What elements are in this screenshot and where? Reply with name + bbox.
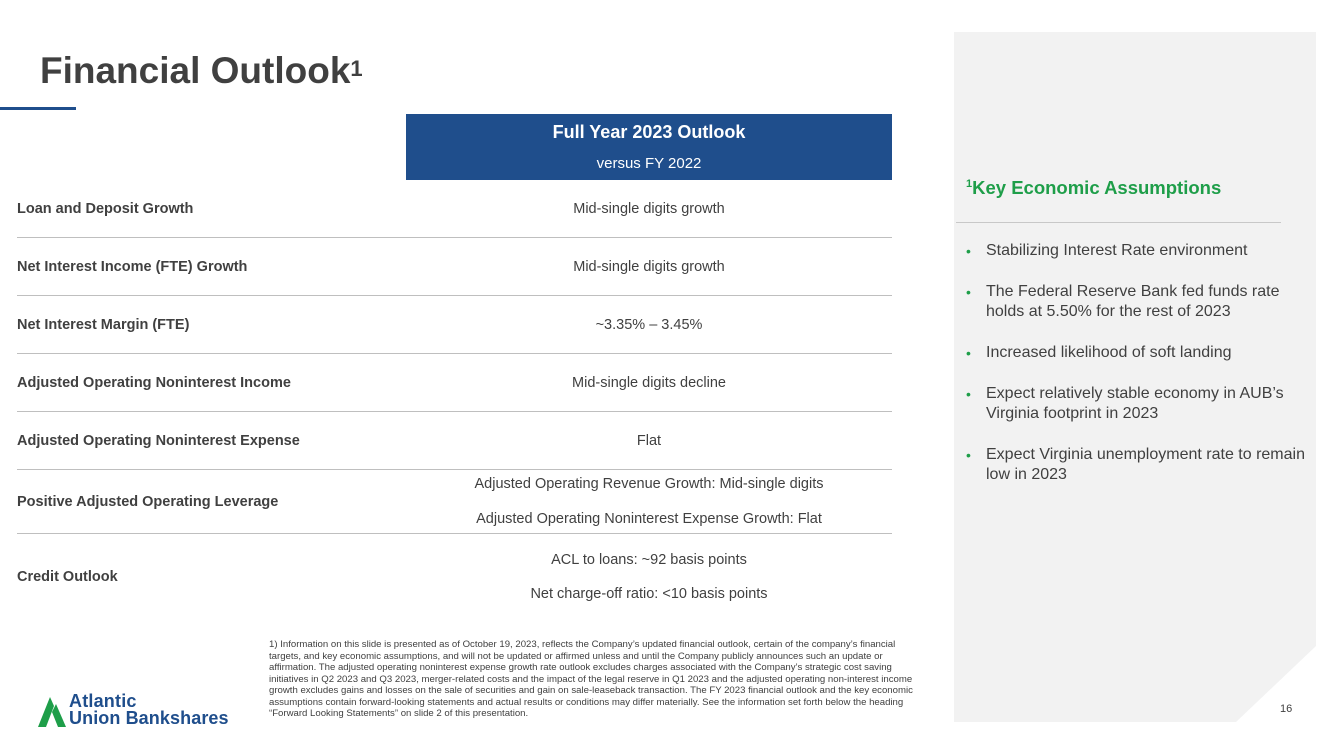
list-item xyxy=(966,343,1306,363)
list-item-text: Increased likelihood of soft landing xyxy=(986,344,1232,361)
outlook-header-title: Full Year 2023 Outlook xyxy=(552,122,746,142)
row-value-line: Flat xyxy=(636,432,662,449)
list-item-text: The Federal Reserve Bank fed funds rate holds at 5.50% for the rest of 2023 xyxy=(986,283,1280,320)
row-label: Adjusted Operating Noninterest Income xyxy=(17,374,291,391)
company-logo xyxy=(38,692,229,728)
row-value-line: Mid-single digits growth xyxy=(573,200,725,217)
table-row xyxy=(17,412,892,470)
outlook-table xyxy=(17,180,892,619)
row-value-line: Adjusted Operating Noninterest Expense Growth: Flat xyxy=(476,510,822,527)
assumptions-footnote-marker: 1 xyxy=(966,178,973,190)
row-label: Loan and Deposit Growth xyxy=(17,200,194,217)
logo-line-2: Union Bankshares xyxy=(69,708,229,728)
bullet-icon: • xyxy=(966,243,971,259)
outlook-header-subtitle: versus FY 2022 xyxy=(596,155,702,172)
row-value xyxy=(406,375,892,391)
logo-line-1: Atlantic xyxy=(69,691,137,711)
list-item-text: Expect Virginia unemployment rate to remain low in 2023 xyxy=(986,446,1305,483)
outlook-column-header xyxy=(406,114,892,180)
table-row xyxy=(17,470,892,534)
assumptions-title xyxy=(966,177,1221,199)
row-label: Adjusted Operating Noninterest Expense xyxy=(17,432,300,449)
row-label: Credit Outlook xyxy=(17,568,118,585)
table-row xyxy=(17,354,892,412)
row-value xyxy=(406,433,892,449)
list-item xyxy=(966,445,1306,485)
row-value-line: Mid-single digits growth xyxy=(573,258,725,275)
assumptions-title-text: Key Economic Assumptions xyxy=(972,177,1222,198)
bullet-icon: • xyxy=(966,386,971,402)
title-footnote-marker: 1 xyxy=(350,56,363,81)
row-value-line: ACL to loans: ~92 basis points xyxy=(551,551,747,568)
list-item-text: Stabilizing Interest Rate environment xyxy=(986,242,1248,259)
row-label: Net Interest Income (FTE) Growth xyxy=(17,258,248,275)
table-row xyxy=(17,180,892,238)
page-number: 16 xyxy=(1280,703,1293,715)
row-value-line: Net charge-off ratio: <10 basis points xyxy=(530,585,768,602)
table-row xyxy=(17,238,892,296)
list-item-text: Expect relatively stable economy in AUB’s Virginia footprint in 2023 xyxy=(986,385,1284,422)
logo-wordmark xyxy=(69,693,229,727)
slide-title-text: Financial Outlook xyxy=(40,50,351,91)
table-row xyxy=(17,534,892,619)
row-value xyxy=(406,552,892,602)
row-label: Net Interest Margin (FTE) xyxy=(17,316,190,333)
footnote: 1) Information on this slide is presented as of October 19, 2023, reflects the Company’s updated financial outlook, certain of the company’s financial targets, and key economic assumptions, and will not be updated or affirmed unless and until the Company publicly announces such an update or affirmation. The adjusted operating noninterest expense growth rate outlook excludes charges associated with the Company’s strategic cost saving initiatives in Q2 2023 and Q3 2023, merger-related costs and the impact of the legal reserve in Q1 2023 and the adjusted operating non-interest income growth excludes gains and losses on the sale of securities and gain on sale-leaseback transaction. The FY 2023 financial outlook and the key economic assumptions contain forward-looking statements and actual results or conditions may differ materially. See the information set forth below the heading “Forward Looking Statements” on slide 2 of this presentation. xyxy=(269,639,913,719)
title-underline xyxy=(0,107,76,110)
row-value-line: Mid-single digits decline xyxy=(572,374,726,391)
row-value xyxy=(406,201,892,217)
row-value-line: Adjusted Operating Revenue Growth: Mid-single digits xyxy=(474,475,824,492)
row-value xyxy=(406,317,892,333)
bullet-icon: • xyxy=(966,345,971,361)
panel-corner-cut xyxy=(1236,646,1316,722)
list-item xyxy=(966,241,1306,261)
row-value xyxy=(406,476,892,528)
bullet-icon: • xyxy=(966,284,971,300)
assumptions-divider xyxy=(956,222,1281,223)
table-row xyxy=(17,296,892,354)
triangle-logo-icon xyxy=(38,692,66,728)
row-value-line: ~3.35% – 3.45% xyxy=(595,316,703,333)
row-label: Positive Adjusted Operating Leverage xyxy=(17,493,279,510)
list-item xyxy=(966,384,1306,424)
list-item xyxy=(966,282,1306,322)
bullet-icon: • xyxy=(966,447,971,463)
assumptions-list xyxy=(966,241,1306,506)
slide-title xyxy=(40,50,363,92)
row-value xyxy=(406,259,892,275)
